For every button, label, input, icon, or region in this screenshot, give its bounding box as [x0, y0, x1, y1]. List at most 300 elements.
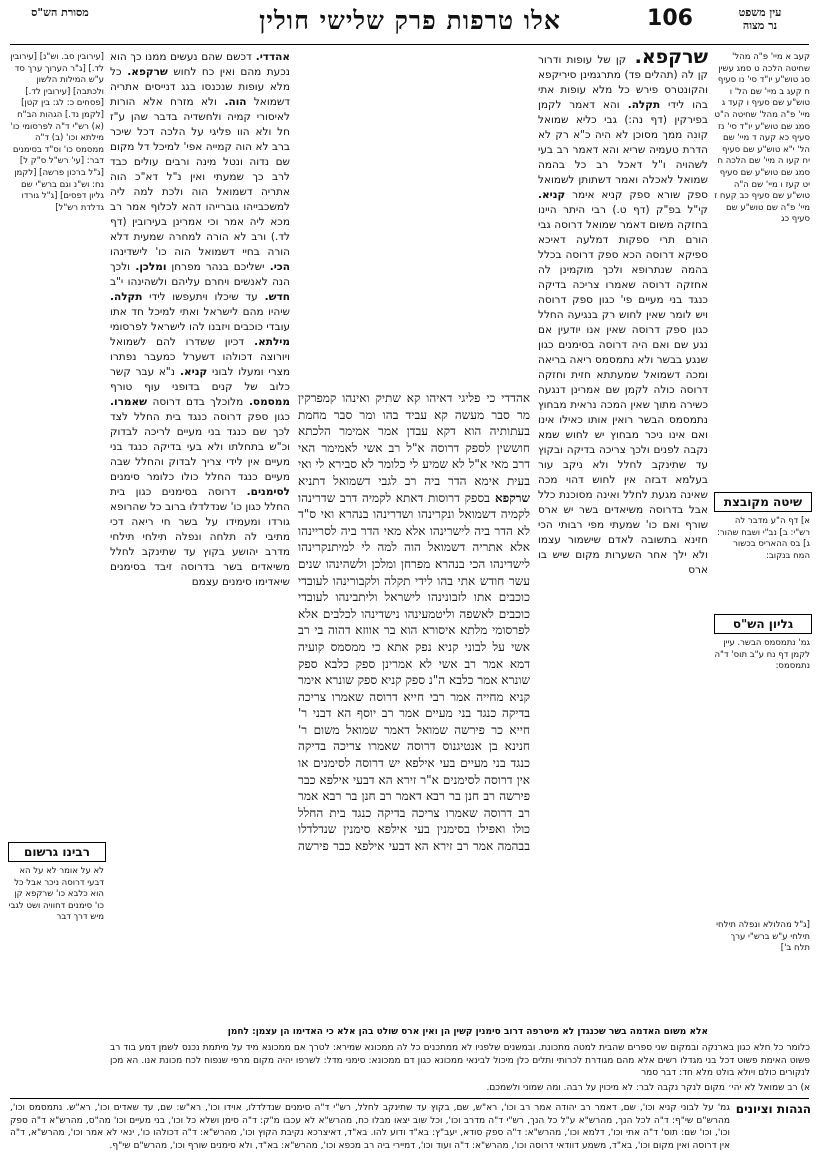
word: ספק	[241, 411, 269, 423]
word: פד)	[620, 69, 641, 81]
word: נראית	[566, 399, 597, 411]
word: אנו	[580, 324, 601, 336]
word: כי	[480, 391, 496, 405]
word: דמא	[503, 656, 530, 671]
word: בר	[379, 623, 396, 638]
word: בחזקה	[673, 219, 708, 231]
word: סמג	[792, 167, 810, 178]
word: קעו	[783, 156, 800, 167]
word: בסימנים	[151, 486, 198, 498]
word: מעיים	[632, 294, 664, 306]
word: מתוך	[650, 399, 677, 411]
word: גורדו	[260, 516, 290, 528]
word: פירשה	[495, 789, 530, 804]
word: כגון	[268, 411, 290, 423]
word: קניא	[594, 189, 623, 201]
word: וש"נ]	[37, 52, 59, 62]
word: לשהויה	[665, 159, 708, 171]
word: עד	[238, 291, 258, 303]
word: ומכה	[680, 369, 708, 381]
word: בסימנין	[429, 822, 470, 837]
word: חזינא	[676, 534, 708, 546]
word: שם	[21, 179, 33, 190]
word: כנגד	[345, 805, 372, 820]
word: שם	[740, 144, 755, 155]
word: לחוש	[167, 66, 197, 78]
word: דרוסה	[197, 486, 237, 498]
word: שמעתי	[604, 519, 641, 531]
word: בריאה	[538, 354, 567, 366]
word: כל	[14, 877, 24, 888]
word: כו'	[640, 519, 658, 531]
word: לה	[538, 264, 551, 276]
word: רש"ל	[46, 156, 69, 167]
word: הלשון	[36, 75, 58, 86]
word: לישדינהו	[110, 246, 148, 258]
word: כגון	[538, 339, 554, 351]
word: ביה	[336, 523, 357, 538]
word: שמיע	[418, 457, 448, 472]
word: רבותי	[552, 519, 583, 531]
word: כבד	[110, 156, 128, 168]
word: בנהר	[200, 261, 229, 273]
word: בני	[110, 441, 123, 453]
word: כלבא	[65, 889, 88, 900]
word: וליטמעינהו	[399, 606, 455, 621]
word: מלא	[586, 84, 613, 96]
word: סי'	[744, 75, 757, 86]
word: צריך	[196, 456, 222, 468]
word: שנדלדלו	[298, 822, 337, 837]
word: דהוה	[323, 623, 351, 638]
margin-note: [ג"ל מהלולא ונפלה תילחי תילחי ע"ש ברש"י ערך תלח ב']	[716, 920, 810, 953]
page-title: אלו טרפות פרק שלישי חולין	[259, 6, 561, 35]
word: שם	[748, 179, 764, 190]
word: לא	[90, 866, 104, 876]
word: נה:)	[616, 114, 644, 126]
word: ריאה	[566, 354, 592, 366]
word: שתינקב	[134, 546, 177, 558]
word: דרוסה	[550, 219, 583, 231]
word: יוסף	[351, 706, 377, 721]
word: הדר	[356, 523, 380, 538]
word: דחוויה	[40, 900, 66, 911]
word: שם	[669, 339, 689, 351]
word: לד.]	[85, 63, 104, 74]
word: על	[197, 516, 219, 528]
word: לכלוף	[146, 201, 178, 213]
word: אמר	[298, 789, 319, 804]
word: שאמרו	[599, 279, 636, 291]
word: תרי	[649, 234, 675, 246]
word: שנים	[298, 556, 322, 571]
word: לידי	[142, 291, 166, 303]
word: מתיבי	[257, 531, 290, 543]
word: ולכתבה]	[70, 86, 104, 97]
word: רב	[375, 789, 392, 804]
word: שמואל	[673, 174, 708, 186]
word: פי'	[614, 294, 633, 306]
word: קא	[400, 391, 421, 405]
word: בגג	[175, 81, 196, 93]
word: הוה.	[216, 96, 247, 108]
word: ודרור	[538, 54, 562, 66]
word: ולשהינהו	[321, 556, 367, 571]
word: חייא	[503, 722, 530, 737]
word: זיבד	[145, 561, 173, 573]
word: כגון	[592, 294, 615, 306]
word: דרב	[335, 490, 358, 505]
word: תקלה.	[110, 291, 143, 303]
word: ה"ט	[714, 109, 730, 120]
bottom-rule	[10, 1098, 809, 1099]
word: בהמה	[672, 264, 708, 276]
word: שאמרו.	[110, 396, 148, 408]
word: כאילו	[554, 414, 583, 426]
word: דכל	[131, 126, 155, 138]
word: צריכה	[298, 689, 327, 704]
word: בנהרא	[430, 556, 465, 571]
word: וכי	[202, 216, 219, 228]
word: ולכך	[593, 264, 623, 276]
word: לקמיה	[357, 490, 392, 505]
word: בעי	[181, 441, 202, 453]
word: הוה	[166, 246, 191, 258]
word: בתחלתו	[223, 441, 264, 453]
text-block	[538, 50, 708, 578]
word: ואי	[298, 457, 312, 472]
word: עד	[686, 459, 708, 471]
word: שרקפא	[489, 490, 530, 505]
word: לה	[236, 531, 258, 543]
word: דרוסה	[641, 249, 674, 261]
word: דרוסה	[635, 279, 671, 291]
word: כל	[612, 84, 630, 96]
word: שמואל	[582, 219, 617, 231]
word: אתריה	[465, 540, 503, 555]
word: עביד	[398, 407, 428, 422]
word: לקמיה	[496, 507, 530, 522]
word: כו'	[147, 246, 167, 258]
word: טוש"ע	[754, 144, 781, 155]
word: (דף	[110, 216, 127, 228]
word: מעיים	[259, 456, 290, 468]
word: ולא	[634, 354, 654, 366]
word: דשמואל	[246, 96, 290, 108]
word: כו'	[92, 900, 104, 911]
word: ט.)	[605, 204, 627, 216]
word: קא	[427, 407, 448, 422]
word: לא	[447, 457, 465, 472]
word: ברוב	[161, 501, 186, 513]
word: יש	[588, 429, 605, 441]
word: מזרח	[162, 96, 194, 108]
word: שרקפא.	[626, 50, 708, 68]
word: אמרינן	[167, 216, 203, 228]
word: ולא	[193, 96, 217, 108]
word: מדרב	[258, 546, 290, 558]
rabbeinu-gershom-title: רבינו גרשום	[8, 842, 106, 862]
word: גוברייהו	[201, 201, 240, 213]
word: הורות	[110, 96, 136, 108]
word: יהושע	[224, 546, 259, 558]
word: לסריינהו	[298, 523, 337, 538]
word: מלוכלך	[204, 396, 244, 408]
word: רב	[376, 706, 394, 721]
word: ואין	[181, 171, 206, 183]
word: ילך	[667, 549, 687, 561]
word: בעי	[434, 756, 456, 771]
word: בר	[444, 789, 461, 804]
word: עור	[538, 459, 554, 471]
word: פירש	[629, 84, 659, 96]
word: קשר	[110, 366, 131, 378]
word: הא	[19, 866, 31, 876]
word: מעיים	[455, 756, 488, 771]
word: דאמר	[561, 99, 596, 111]
word: אין	[242, 456, 260, 468]
word: בית	[323, 805, 346, 820]
word: שורא	[650, 189, 681, 201]
word: ובקוץ	[538, 444, 563, 456]
word: נפתרו	[110, 351, 137, 363]
word: שם	[269, 156, 290, 168]
word: בעית	[499, 473, 530, 488]
word: כנגד	[505, 756, 530, 771]
word: כמעבר	[136, 351, 176, 363]
word: כו'	[53, 889, 66, 900]
word: חנינא	[497, 739, 530, 754]
word: שם	[778, 121, 793, 132]
word: אימר	[565, 189, 595, 201]
word: קן	[694, 69, 708, 81]
word: ו	[729, 86, 733, 97]
word: דשמואל	[638, 369, 681, 381]
word: הוא	[455, 424, 482, 439]
word: מלא	[264, 81, 290, 93]
haghot-title: הגהות וציונים	[735, 1102, 811, 1116]
word: שיאדימו	[251, 576, 290, 588]
word: בדבר	[147, 111, 178, 123]
word: לי	[405, 457, 419, 472]
word: אמר	[468, 839, 494, 850]
word: שנכנסו	[195, 81, 233, 93]
word: רב	[512, 805, 530, 820]
word: ספק	[659, 324, 687, 336]
word: סבירא	[324, 457, 358, 472]
word: דלא	[110, 231, 129, 243]
word: ניכר	[41, 877, 59, 888]
word: [לקמן	[79, 109, 104, 120]
word: מתרגמינן	[576, 69, 621, 81]
word: אותו	[582, 414, 608, 426]
word: דבר:	[84, 156, 104, 167]
word: קעד	[725, 98, 744, 109]
word: לצד	[110, 411, 128, 423]
word: תילחי	[110, 531, 135, 543]
word: דכי	[110, 516, 124, 528]
word: קעה	[756, 133, 777, 144]
word: שתינקב	[642, 459, 687, 471]
word: ויחרם	[200, 276, 230, 288]
word: לומר	[665, 309, 692, 321]
word: שם	[763, 202, 778, 213]
word: מיי'	[763, 179, 778, 190]
gilyon-hashas-title: גליון הש"ס	[714, 614, 812, 634]
word: האי	[298, 440, 316, 455]
word: שמואל	[538, 114, 569, 126]
word: אבל	[683, 504, 708, 516]
word: דרוסה	[207, 411, 242, 423]
gemara-paragraph	[298, 390, 530, 850]
word: ספק	[593, 249, 619, 261]
word: פרשה]	[36, 167, 65, 178]
word: על	[185, 126, 204, 138]
word: בעתותיה	[481, 424, 530, 439]
word: מיי'	[760, 156, 776, 167]
word: דשמואל	[454, 507, 497, 522]
word: מהל'	[756, 109, 778, 120]
word: עוף	[132, 381, 161, 393]
word: היינו	[538, 204, 557, 216]
word: בספק	[459, 490, 490, 505]
word: שמא	[538, 429, 560, 441]
word: שרקפא	[22, 889, 54, 900]
word: רב	[452, 839, 469, 850]
word: כל	[564, 159, 587, 171]
word: כשירה	[676, 399, 708, 411]
word: לאדם	[600, 534, 634, 546]
word: דאמר	[377, 722, 410, 737]
word: בדיקה	[538, 279, 567, 291]
word: אילפא	[350, 839, 385, 850]
word: שמואל	[409, 722, 448, 737]
word: מחייה	[470, 689, 504, 704]
word: למה	[125, 186, 154, 198]
word: בני	[487, 756, 506, 771]
word: אנטיגנוס	[435, 739, 482, 754]
word: קונה	[682, 129, 708, 141]
word: אמר	[393, 706, 420, 721]
word: דמלעה	[565, 234, 609, 246]
footnote-sub: א) רב שמואל לא יהי׳ מקום לנקר נקבה לבר: לא מיכוין על רבה. ומה שמוני ולשמכם.	[486, 1083, 810, 1093]
word: גבי	[596, 114, 617, 126]
word: לידי	[410, 573, 433, 588]
word: ואם	[647, 339, 670, 351]
word: לא	[412, 656, 432, 671]
word: דל	[134, 141, 150, 153]
word: ליה	[244, 216, 265, 228]
word: היה	[626, 339, 648, 351]
word: אילפא	[370, 822, 408, 837]
word: הדר	[440, 473, 467, 488]
word: (ב)	[49, 133, 64, 144]
word: כליא	[568, 114, 597, 126]
word: ממך	[657, 129, 683, 141]
word: יח	[799, 156, 810, 167]
word: רב	[396, 473, 417, 488]
word: שישמור	[560, 534, 601, 546]
word: על	[30, 866, 44, 876]
word: מיי'	[795, 202, 810, 213]
word: שחיטה	[782, 63, 810, 74]
word: אין	[615, 474, 637, 486]
word: ספיקא	[673, 249, 708, 261]
word: בי	[309, 623, 324, 638]
word: בתשובה	[633, 534, 677, 546]
word: וכו'	[63, 133, 78, 144]
word: מאי	[487, 457, 509, 472]
word: ד	[749, 133, 757, 144]
word: בשר	[573, 504, 599, 516]
word: רב	[298, 623, 310, 638]
word: לישראל	[199, 306, 239, 318]
word: ריאה	[123, 516, 154, 528]
word: סד	[14, 63, 25, 74]
word: ג	[721, 98, 726, 109]
word: דרוסה	[538, 294, 567, 306]
word: קמייה	[202, 141, 232, 153]
word: סעיף	[719, 167, 738, 178]
word: לאיסורי	[250, 111, 290, 123]
word: הוא	[110, 51, 127, 63]
word: מיי'	[761, 86, 777, 97]
word: לחלל	[110, 546, 135, 558]
word: פ"ה	[777, 109, 796, 120]
word: כח	[196, 66, 215, 78]
word: זירא	[392, 772, 417, 787]
word: עולים	[127, 156, 159, 168]
word: נתמסמס	[664, 414, 708, 426]
word: למשכבייהו	[239, 201, 290, 213]
word: כנגד	[230, 471, 258, 483]
word: לחוש	[559, 429, 589, 441]
word: החלל	[538, 309, 564, 321]
word: בעי	[407, 822, 430, 837]
word: על	[486, 639, 505, 654]
word: לכלבים	[318, 606, 357, 621]
word: מצרי	[263, 366, 290, 378]
word: אמרינן	[565, 384, 601, 396]
word: נתמסמס	[591, 354, 635, 366]
word: רואין	[607, 414, 634, 426]
word: ז	[714, 191, 718, 202]
word: שהן	[125, 111, 148, 123]
text-block	[8, 52, 104, 214]
word: כבר	[328, 839, 351, 850]
word: לשמואל	[538, 174, 575, 186]
word: לפרסומי	[110, 321, 148, 333]
word: קניא	[431, 639, 459, 654]
word: כג	[781, 214, 790, 225]
word: ואתי	[175, 306, 199, 318]
word: ברכון	[64, 167, 86, 178]
word: בהו	[684, 99, 708, 111]
word: לישדינהו	[485, 556, 530, 571]
word: וליתבינהו	[328, 590, 378, 605]
word: אשי	[357, 440, 383, 455]
word: ספק	[348, 656, 376, 671]
word: סבר	[484, 407, 510, 422]
word: רבא	[318, 789, 342, 804]
word: י"ב	[110, 276, 124, 288]
shita-mekubetzet-text: א] דף ה"ע מדבר לה רש"י: ב] נב"י ושבח שהור: ג] בס ההאריס בכשור המח בנקוב:	[716, 516, 810, 561]
word: חדש.	[257, 291, 290, 303]
word: לגבי	[370, 473, 397, 488]
word: לא	[228, 231, 247, 243]
word: הכי	[538, 519, 553, 531]
page-number: 106	[647, 6, 693, 31]
